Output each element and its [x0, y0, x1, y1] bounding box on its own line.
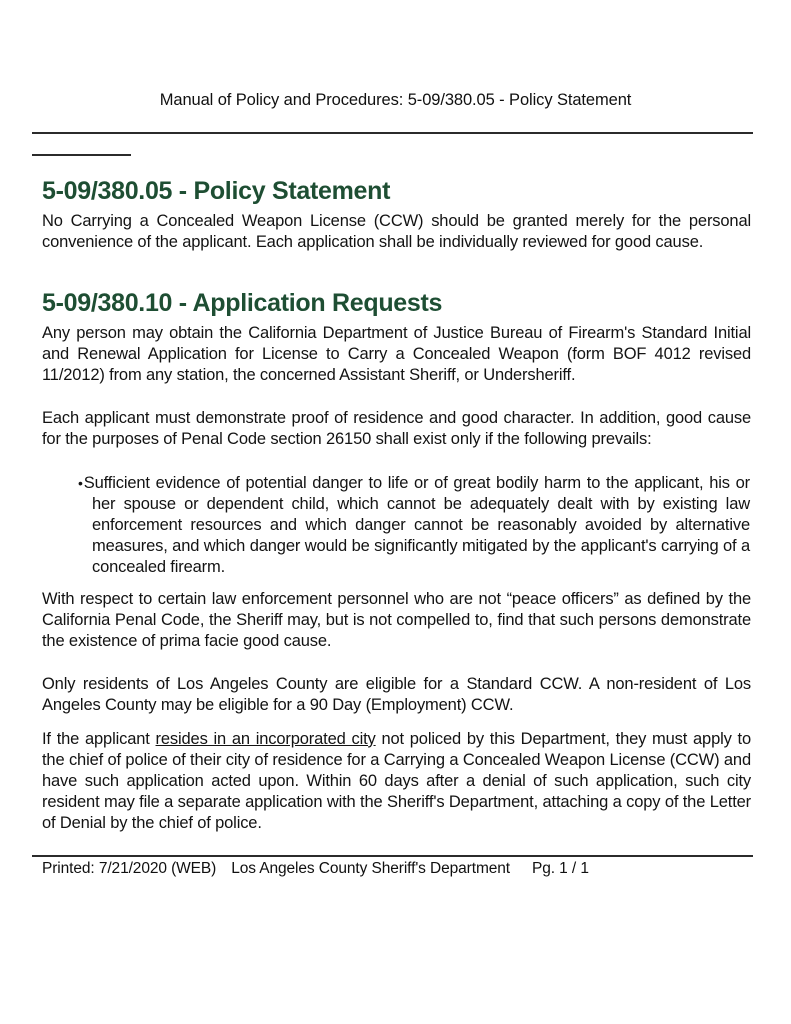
incorporated-city-pre-text: If the applicant — [42, 730, 156, 748]
header-rule — [32, 132, 753, 134]
residency-paragraph: Only residents of Los Angeles County are eligible for a Standard CCW. A non-resident of Los Angeles County may be eligible for a 90 Day (Employment) CCW. — [42, 675, 751, 714]
page-footer — [0, 855, 791, 879]
underlined-phrase: resides in an incorporated city — [155, 730, 376, 748]
header-short-rule — [32, 154, 131, 156]
application-requests-paragraph-2: Each applicant must demonstrate proof of residence and good character. In addition, good cause for the purposes of Penal Code section 26150 shall exist only if the following prevails: — [42, 409, 751, 448]
footer-printed-date: Printed: 7/21/2020 (WEB) — [42, 860, 217, 877]
document-body — [42, 177, 751, 834]
footer-department-name: Los Angeles County Sheriff's Department — [231, 860, 511, 877]
footer-rule — [32, 855, 753, 857]
page-header-title: Manual of Policy and Procedures: 5-09/380.05 - Policy Statement — [159, 91, 632, 109]
section-heading-application-requests: 5-09/380.10 - Application Requests — [42, 289, 443, 317]
good-cause-bullet-list — [42, 473, 751, 578]
footer-page-number: Pg. 1 / 1 — [532, 860, 589, 877]
peace-officers-paragraph: With respect to certain law enforcement personnel who are not “peace officers” as defined by the California Penal Code, the Sheriff may, but is not compelled to, find that such persons demonstrate the existence of prima facie good cause. — [42, 590, 751, 650]
policy-statement-paragraph: No Carrying a Concealed Weapon License (CCW) should be granted merely for the personal convenience of the applicant. Each application shall be individually reviewed for good cause. — [42, 212, 751, 251]
incorporated-city-post-text: not policed by this Department, they must apply to the chief of police of their city of residence for a Carrying a Concealed Weapon License (CCW) and have such application acted upon. Within 60 days after a denial of such application, such city resident may file a separate application with the Sheriff's Department, attaching a copy of the Letter of Denial by the chief of police. — [42, 730, 751, 832]
good-cause-bullet-item: • Sufficient evidence of potential danger to life or of great bodily harm to the applicant, his or her spouse or dependent child, which cannot be adequately dealt with by existing law enforcement resources and which danger cannot be reasonably avoided by alternative measures, and which danger would be significantly mitigated by the applicant's carrying of a concealed firearm. — [78, 473, 750, 578]
incorporated-city-paragraph — [42, 729, 751, 834]
application-requests-paragraph-1: Any person may obtain the California Department of Justice Bureau of Firearm's Standard Initial and Renewal Application for License to Carry a Concealed Weapon (form BOF 4012 revised 11/2012) from any station, the concerned Assistant Sheriff, or Undersheriff. — [42, 324, 751, 384]
footer-row — [42, 859, 791, 879]
section-heading-policy-statement: 5-09/380.05 - Policy Statement — [42, 177, 391, 205]
